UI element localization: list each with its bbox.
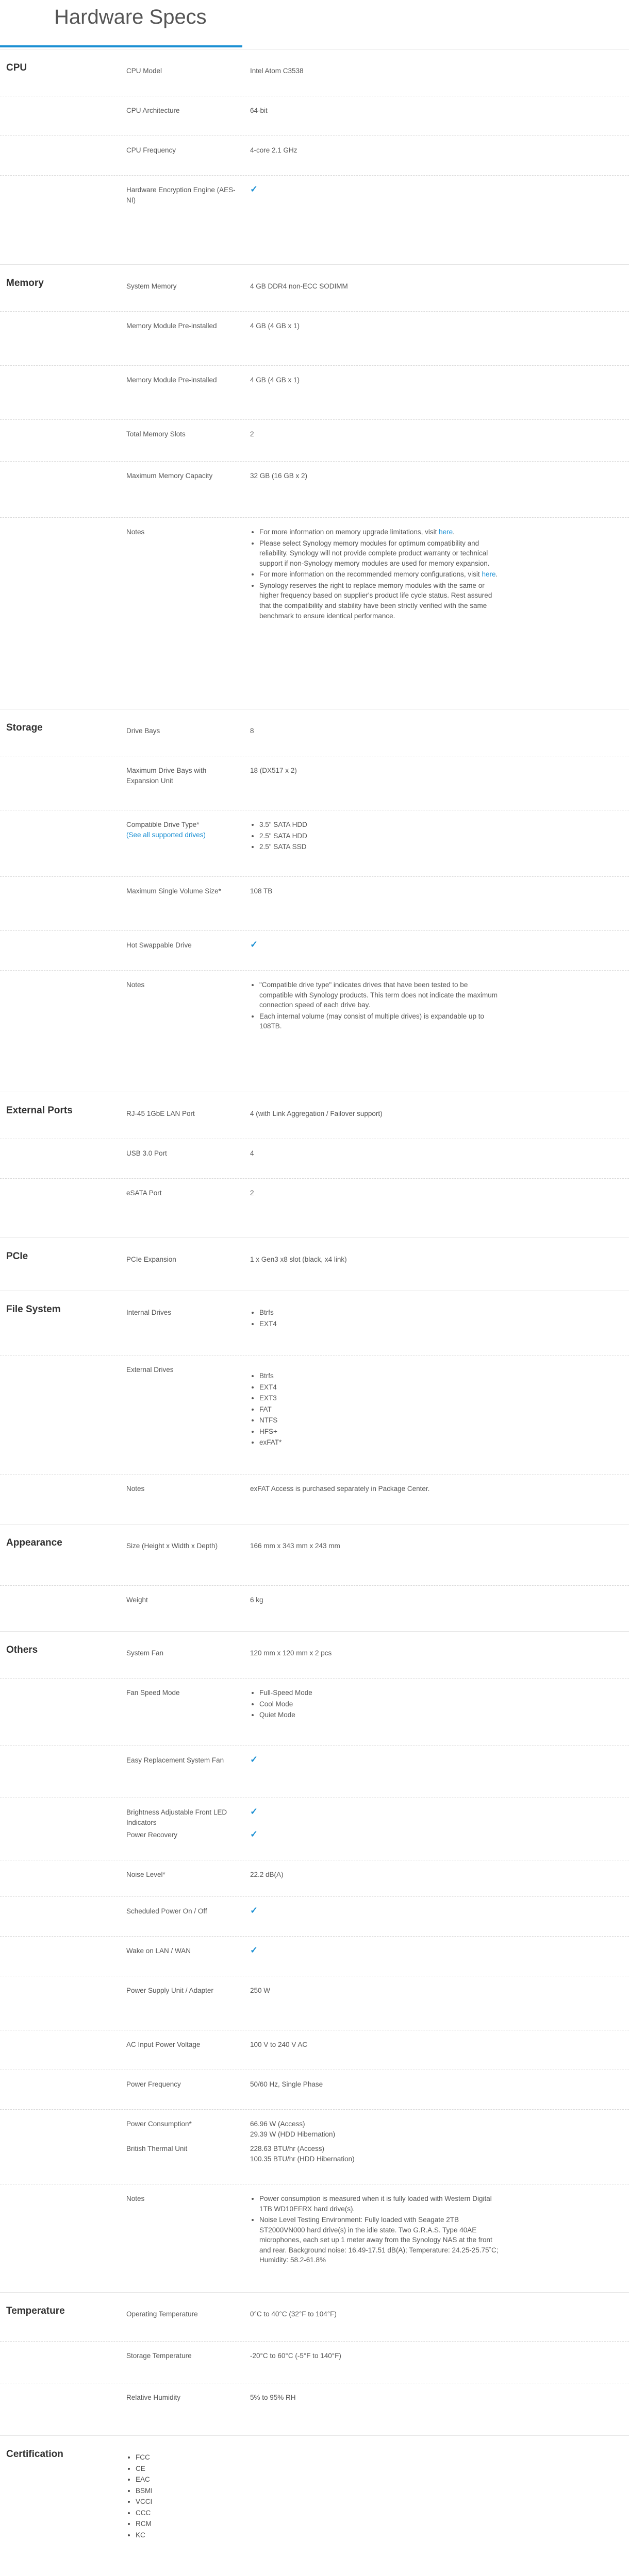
spec-value: 6 kg — [250, 1596, 263, 1604]
spec-row — [0, 756, 629, 810]
spec-label: Scheduled Power On / Off — [126, 1907, 207, 1915]
notes-list — [250, 518, 503, 629]
list-item: • Full-Speed Mode — [259, 1688, 498, 1698]
spec-label: Power Frequency — [126, 2080, 181, 2088]
list-item: • Btrfs — [259, 1308, 498, 1318]
spec-label: Power Recovery — [126, 1831, 178, 1839]
spec-value — [250, 1897, 498, 1924]
section-title-pcie: PCIe — [6, 1251, 28, 1262]
list-item: • EXT4 — [259, 1319, 498, 1329]
spec-row — [0, 1937, 629, 1976]
section-title-temperature: Temperature — [6, 2306, 65, 2316]
spec-value: 5% to 95% RH — [250, 2394, 296, 2401]
spec-label: Power Consumption* — [126, 2120, 192, 2128]
section-appearance — [0, 1524, 629, 1632]
spec-value: 2 — [250, 1189, 254, 1197]
spec-label: AC Input Power Voltage — [126, 2041, 201, 2048]
spec-label: Fan Speed Mode — [126, 1689, 180, 1697]
spec-row — [0, 2342, 629, 2383]
spec-label: Maximum Memory Capacity — [126, 472, 213, 480]
spec-row — [0, 2070, 629, 2110]
spec-value — [250, 931, 498, 958]
check-icon: ✓ — [250, 1754, 258, 1765]
spec-row — [0, 420, 629, 462]
check-icon: ✓ — [250, 1806, 258, 1817]
spec-value: 166 mm x 343 mm x 243 mm — [250, 1542, 340, 1550]
spec-row-notes — [0, 1475, 629, 1505]
spec-value: 2 — [250, 430, 254, 438]
spec-label: Drive Bays — [126, 727, 160, 735]
spec-row — [0, 2143, 629, 2184]
spec-row-notes — [0, 2184, 629, 2274]
memory-limitations-link[interactable]: here — [439, 528, 453, 536]
note-item: • Synology reserves the right to replace memory modules with the same or higher frequency based on supplier's product life cycle status. Rest assured that the compatibility and stability have been strictly verified with the same benchmark to ensure identical performance. — [259, 581, 503, 621]
notes-list — [250, 2184, 503, 2274]
spec-label: Hot Swappable Drive — [126, 941, 192, 949]
spec-label: CPU Frequency — [126, 146, 176, 154]
list-item: • FAT — [259, 1404, 498, 1415]
spec-label: Hardware Encryption Engine (AES-NI) — [126, 186, 236, 204]
spec-value: 100 V to 240 V AC — [250, 2041, 308, 2048]
spec-label: Brightness Adjustable Front LED Indicators — [126, 1808, 227, 1826]
spec-value: 4 GB (4 GB x 1) — [250, 322, 300, 330]
list-item: • exFAT* — [259, 1437, 498, 1448]
section-certification — [0, 2436, 629, 2576]
list-item: • EXT4 — [259, 1382, 498, 1393]
supported-drives-link[interactable]: (See all supported drives) — [126, 831, 206, 839]
check-icon: ✓ — [250, 1905, 258, 1916]
spec-value: 4 — [250, 1149, 254, 1157]
spec-value: 250 W — [250, 1987, 271, 1994]
note-item: • "Compatible drive type" indicates drives that have been tested to be compatible with Synology products. This term does not indicate the maximum connection speed of each drive bay. — [259, 980, 503, 1010]
section-others — [0, 1632, 629, 2293]
spec-label: Maximum Single Volume Size* — [126, 887, 221, 895]
spec-label: Memory Module Pre-installed — [126, 376, 217, 384]
page-title: Hardware Specs — [54, 6, 207, 28]
spec-label: Maximum Drive Bays with Expansion Unit — [126, 767, 207, 785]
spec-label: Easy Replacement System Fan — [126, 1756, 224, 1764]
spec-row — [0, 2030, 629, 2070]
spec-label: Relative Humidity — [126, 2394, 181, 2401]
list-item: • Btrfs — [259, 1371, 498, 1381]
spec-label: External Drives — [126, 1366, 174, 1374]
memory-config-link[interactable]: here — [482, 570, 496, 579]
list-item: • CCC — [136, 2508, 629, 2518]
page-header — [0, 0, 629, 49]
section-file-system — [0, 1291, 629, 1524]
spec-value — [250, 1829, 498, 1848]
list-item: • FCC — [136, 2452, 629, 2463]
spec-label: Total Memory Slots — [126, 430, 186, 438]
list-item: • 3.5" SATA HDD — [259, 820, 498, 830]
spec-value: 18 (DX517 x 2) — [250, 767, 297, 774]
spec-value: 32 GB (16 GB x 2) — [250, 472, 308, 480]
spec-row — [0, 1976, 629, 2030]
check-icon: ✓ — [250, 939, 258, 950]
spec-row-notes — [0, 971, 629, 1040]
notes-list — [250, 971, 503, 1040]
spec-row — [0, 1746, 629, 1798]
spec-value — [250, 176, 498, 202]
spec-value: 108 TB — [250, 887, 273, 895]
spec-row — [0, 2110, 629, 2143]
spec-row — [0, 1897, 629, 1937]
spec-value — [250, 1679, 498, 1728]
spec-label: CPU Model — [126, 67, 162, 75]
section-title-filesystem: File System — [6, 1304, 61, 1315]
spec-value: 66.96 W (Access) 29.39 W (HDD Hibernation) — [250, 2120, 336, 2138]
list-item: • 2.5" SATA SSD — [259, 842, 498, 852]
spec-row — [0, 1355, 629, 1475]
section-title-ports: External Ports — [6, 1105, 73, 1116]
spec-label: System Memory — [126, 282, 177, 290]
note-item: • For more information on the recommended memory configurations, visit here. — [259, 569, 503, 580]
spec-row — [0, 1679, 629, 1746]
list-item: • Cool Mode — [259, 1699, 498, 1709]
spec-row — [0, 176, 629, 238]
spec-value — [250, 1937, 498, 1963]
spec-row — [0, 312, 629, 366]
section-storage — [0, 709, 629, 1092]
spec-value: 120 mm x 120 mm x 2 pcs — [250, 1649, 332, 1657]
spec-label: USB 3.0 Port — [126, 1149, 167, 1157]
spec-row — [0, 1179, 629, 1218]
section-title-others: Others — [6, 1645, 38, 1655]
check-icon: ✓ — [250, 1829, 258, 1839]
spec-label: Wake on LAN / WAN — [126, 1947, 191, 1955]
certification-list — [126, 2443, 629, 2549]
section-cpu — [0, 49, 629, 265]
spec-label: System Fan — [126, 1649, 164, 1657]
note-item: • Each internal volume (may consist of multiple drives) is expandable up to 108TB. — [259, 1011, 503, 1031]
spec-label: British Thermal Unit — [126, 2145, 188, 2153]
spec-label: Operating Temperature — [126, 2310, 198, 2318]
spec-row — [0, 877, 629, 931]
spec-label: Memory Module Pre-installed — [126, 322, 217, 330]
list-item: • CE — [136, 2464, 629, 2474]
list-item: • RCM — [136, 2519, 629, 2529]
spec-label: Power Supply Unit / Adapter — [126, 1987, 213, 1994]
note-item: • Noise Level Testing Environment: Fully loaded with Seagate 2TB ST2000VN000 hard drive(s) in the idle state. Two G.R.A.S. Type 40AE microphones, each set up 1 meter away from the Synology NAS at the front and rear. Background noise: 16.49-17.51 dB(A); Temperature: 24.25-25.75˚C; Humidity: 58.2-61.8% — [259, 2215, 503, 2265]
note-item: • Please select Synology memory modules for optimum compatibility and reliability. Synology will not provide complete product warranty or technical support if non-Synology memory modules are used for memory expansion. — [259, 538, 503, 569]
spec-value: 4-core 2.1 GHz — [250, 146, 297, 154]
spec-value: 22.2 dB(A) — [250, 1871, 284, 1878]
spec-label: Notes — [126, 528, 145, 536]
note-item: • For more information on memory upgrade limitations, visit here. — [259, 527, 503, 537]
spec-value: 64-bit — [250, 107, 268, 114]
spec-label: PCIe Expansion — [126, 1256, 176, 1263]
spec-row — [0, 366, 629, 420]
spec-row — [0, 96, 629, 136]
list-item: • BSMI — [136, 2486, 629, 2496]
spec-label: Notes — [126, 2195, 145, 2202]
spec-label: Size (Height x Width x Depth) — [126, 1542, 218, 1550]
list-item: • EXT3 — [259, 1393, 498, 1403]
section-title-appearance: Appearance — [6, 1537, 62, 1548]
spec-value: 8 — [250, 727, 254, 735]
spec-label: Weight — [126, 1596, 148, 1604]
note-item: • Power consumption is measured when it is fully loaded with Western Digital 1TB WD10EFRX hard drive(s). — [259, 2194, 503, 2214]
spec-row — [0, 136, 629, 176]
spec-value: 1 x Gen3 x8 slot (black, x4 link) — [250, 1256, 347, 1263]
spec-label: Noise Level* — [126, 1871, 165, 1878]
spec-row — [0, 810, 629, 877]
spec-value — [250, 1746, 498, 1773]
spec-row — [0, 1829, 629, 1860]
check-icon: ✓ — [250, 184, 258, 194]
spec-label: Notes — [126, 1485, 145, 1493]
spec-value: 50/60 Hz, Single Phase — [250, 2080, 323, 2088]
spec-row — [0, 1139, 629, 1179]
spec-value: Intel Atom C3538 — [250, 67, 304, 75]
spec-value: 4 GB DDR4 non-ECC SODIMM — [250, 282, 348, 290]
section-pcie — [0, 1238, 629, 1291]
list-item: • VCCI — [136, 2497, 629, 2507]
spec-label: Notes — [126, 981, 145, 989]
section-temperature — [0, 2293, 629, 2436]
list-item: • KC — [136, 2530, 629, 2540]
check-icon: ✓ — [250, 1945, 258, 1955]
spec-value — [250, 1798, 498, 1825]
spec-value — [250, 810, 498, 860]
spec-label: Storage Temperature — [126, 2352, 192, 2360]
section-title-cpu: CPU — [6, 62, 27, 73]
spec-row — [0, 1586, 629, 1620]
list-item: • HFS+ — [259, 1427, 498, 1437]
spec-row — [0, 1860, 629, 1897]
section-external-ports — [0, 1092, 629, 1238]
section-title-storage: Storage — [6, 722, 43, 733]
list-item: • NTFS — [259, 1415, 498, 1426]
spec-value: 4 GB (4 GB x 1) — [250, 376, 300, 384]
list-item: • Quiet Mode — [259, 1710, 498, 1720]
section-memory — [0, 265, 629, 709]
spec-value: 228.63 BTU/hr (Access) 100.35 BTU/hr (HDD Hibernation) — [250, 2145, 355, 2163]
spec-value: 4 (with Link Aggregation / Failover support) — [250, 1110, 383, 1117]
spec-row — [0, 2383, 629, 2422]
spec-label: CPU Architecture — [126, 107, 180, 114]
spec-row — [0, 462, 629, 518]
spec-label: Compatible Drive Type* (See all supported drives) — [126, 810, 240, 847]
spec-value — [250, 1298, 498, 1337]
spec-row — [0, 931, 629, 971]
spec-value — [250, 1355, 498, 1456]
list-item: • EAC — [136, 2475, 629, 2485]
spec-value: 0°C to 40°C (32°F to 104°F) — [250, 2310, 337, 2318]
list-item: • 2.5" SATA HDD — [259, 831, 498, 841]
title-underline — [0, 45, 242, 47]
spec-value: -20°C to 60°C (-5°F to 140°F) — [250, 2352, 341, 2360]
spec-value: exFAT Access is purchased separately in Package Center. — [250, 1485, 430, 1493]
section-title-memory: Memory — [6, 278, 44, 289]
spec-row-notes — [0, 518, 629, 629]
spec-row — [0, 1798, 629, 1829]
spec-label: eSATA Port — [126, 1189, 162, 1197]
section-title-certification: Certification — [6, 2449, 63, 2460]
spec-label: RJ-45 1GbE LAN Port — [126, 1110, 195, 1117]
spec-label: Internal Drives — [126, 1309, 172, 1316]
